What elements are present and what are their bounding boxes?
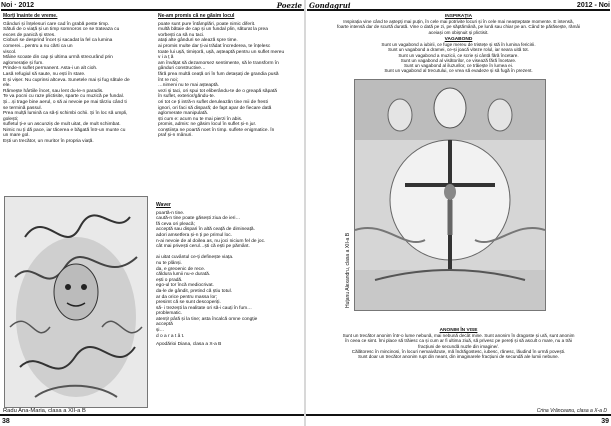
right-header	[307, 1, 610, 11]
poem-text: poartă-n tine. caută-n tine poate găsești ziua de ieri… fă ceva ori pleacă; acceptă sau dispari în altă ceață de dimineață. adori amsetfera și-n ți pe primul loc. n-ai nevoie de al doilea as, nu joci nicium fel de joc. cât mai privești cerul…ști că ești pe pământ. ai uitat cuvântul ce-ți definește viața. nu te plânși. da, e greoenic de rece. căldura lumii nu-e durată. ești o pradă. ego-ul tor încă mediocrivat. da-le de gândit, pretind că știu totul. ar da orice pentru massa lor; presimt că se sunt descoperiți. să- i trezești la realitate ori să-i cauți în fum… problematic. atenți! pâră și la tine; asta încalcă omne congție acceptă și… d o a r a t â t.	[156, 210, 266, 339]
poem-column-1	[3, 14, 151, 145]
right-header-title: 2012 - Noi	[576, 2, 610, 9]
text-block-vagabond	[310, 37, 607, 73]
block-text: Sunt un vagabond a iubirii, ce fuge mereu de tristețe și stă în lumina fericirii. Sunt un vagabond a dramei, ce-și joacă viteze rolul, iar seara uită tot. Sunt un vagabond a muzicii, ce scrie și cântă fără încetare. Sunt un vagabond al visătorilor, ce visează fără încetare. Sunt un vagabond al iluzurilor, ce trăiește în lumea ei. Sunt un vagabond al trecutului, ce vrea să evadeze și să fugă în prezent.	[381, 42, 536, 74]
page-number: 38	[2, 418, 10, 425]
left-footer	[0, 414, 305, 426]
author-credit: Crina Vrânceanu, clasa a X-a D	[536, 408, 607, 414]
poem-title: Ne-am promis că ne găsim locul	[158, 13, 235, 19]
right-page	[306, 0, 611, 426]
poem-text: poate sunt pure întâmplări, poate nimic diferit. multă bătaie de cap și un fundal plin, săturat la prea vorbești ca să nu taci. atați alte gânduri se alează spre time. ai promis multe dar ți-ai trădat încrederea, te înțelesc toate lui ușă, timișoră, ușă, așteaptă pentru un suflet mereu v i a ț ă am învățat să dezamorsez sentimente, să le transform în gânduri constructive… fără prea multă ceață ori în fum detașați de grandia pusă înt re noi; …nimeni nu te mai așteaptă. vezi și taci, ori spui tot eliberându-te de o greapă săpată în suflet, exterior/găndu-te. ori tot ce ți intră-n suflet deruleazăn tine mii de fresti ignori, ori faci să dispară; de fapt apar de fiecare dată aglomerate manipulată. ști cum e: acum nu te mai pierzi în abis. promis, admis: ne găsim locul în suflet și-n jur. conștiința ne poartă noet în timp. suflete enigmatice. În praf și-n mânuri.	[158, 21, 285, 139]
artwork-crucifixion	[354, 79, 546, 311]
left-header	[1, 1, 304, 11]
right-header-section: Gondagrui	[309, 1, 351, 10]
image-caption: Huțanu Alexandru, clasa a XII-a B	[345, 232, 351, 308]
block-title: ANONIM ÎN VISE	[439, 328, 478, 333]
left-page	[0, 0, 305, 426]
artwork-medusa	[4, 196, 148, 408]
block-text: Sunt un trecător anonim într-o lume nebună, mai nebună decât mine. Sunt anonim în dragoste și ură, sunt anonim în ceea ce simt. Îmi place să trăiesc ca și cum ar fi ultima ziuă, să privesc pe pereți și să ascult o mare, nu a trăi fracțiuni de secundă nuzle din imagine/. Călătoresc în mincinosi, în locuri nemaivăzute, mă îndrăgostesc, iubesc, rănesc, lăudind în urmă povești. Sunt doar un trecător anonim rupt din neant, din imaginarele fracțiuni de secundă ale lumii nebune.	[342, 333, 575, 360]
text-block-inspiratia	[310, 14, 607, 35]
left-header-title: Noi · 2012	[1, 2, 35, 9]
poem-column-2	[158, 14, 303, 139]
poem-title: Waver	[156, 202, 171, 208]
block-title: VAGABOND	[444, 37, 473, 42]
right-footer	[306, 414, 611, 426]
artwork-drawing-icon	[355, 80, 545, 310]
poem-signature: Apodărioi Diana, clasa a X-a B	[156, 342, 222, 348]
poem-text: Gânduri și înțelesuri care cad în grabă peste timp. Sătuli de o viață și un timp somnoros ce se trateaza cu exces de panică și stres. Cioburi se desprind încet și sacadat la fel ca lumina comerei…pentru a nu cărti ca un viscol. Mâine scoate din cap și ultima urmă strecurând prin aglomerație și fum. Prinde-n suflet permanent. Asta-i un alt cioh. Lasă refugiul să saute, nu ești în stare. E și vișer. Nu cuprinsi altceva. Sunetele mai și fug sătule de ele. Rămește hârtiile încet, sau lent du-le-n paradis. Te va pocni cu raze plictisite, sparte cu muzică pe fundal. Și…și trage bine aerul, o să ai nevoie pe mai târziu când ti se termină passul. Prea mulță lumină ca să-ți schimbi ochii. Și în loc să umpli, golești; sufletul ți-e un ascunziș de mult uitat, de mult schimbat. Nimic nu ți dă pace, iar tăcerea e băgată într-un munte cu un mare gol. Ești un trecător, un muritor în propria viață.	[3, 21, 130, 145]
page-number: 39	[601, 418, 609, 425]
block-text: Inspirația vine când te aștepți mai puțin, în cele mai potrivite locuri și în cele mai neașteptate momente. E intensă, foarte intensă dar de scurtă durată. Vine o dată pe zi, pe săptămână, pe lună sau chiar pe an. Când te părăsește, rămâi aceiași om obișnuit și plictisit.	[336, 19, 581, 35]
artwork-drawing-icon	[5, 197, 147, 407]
image-caption: Radu Ana-Maria, clasa a XII-a B	[3, 408, 86, 414]
poem-column-3	[156, 203, 302, 348]
poem-title: Morți înainte de vreme.	[3, 13, 58, 19]
block-title: INSPIRAȚIA	[444, 14, 473, 19]
text-block-anonim	[310, 328, 607, 359]
left-header-section: Poezie	[276, 1, 302, 10]
